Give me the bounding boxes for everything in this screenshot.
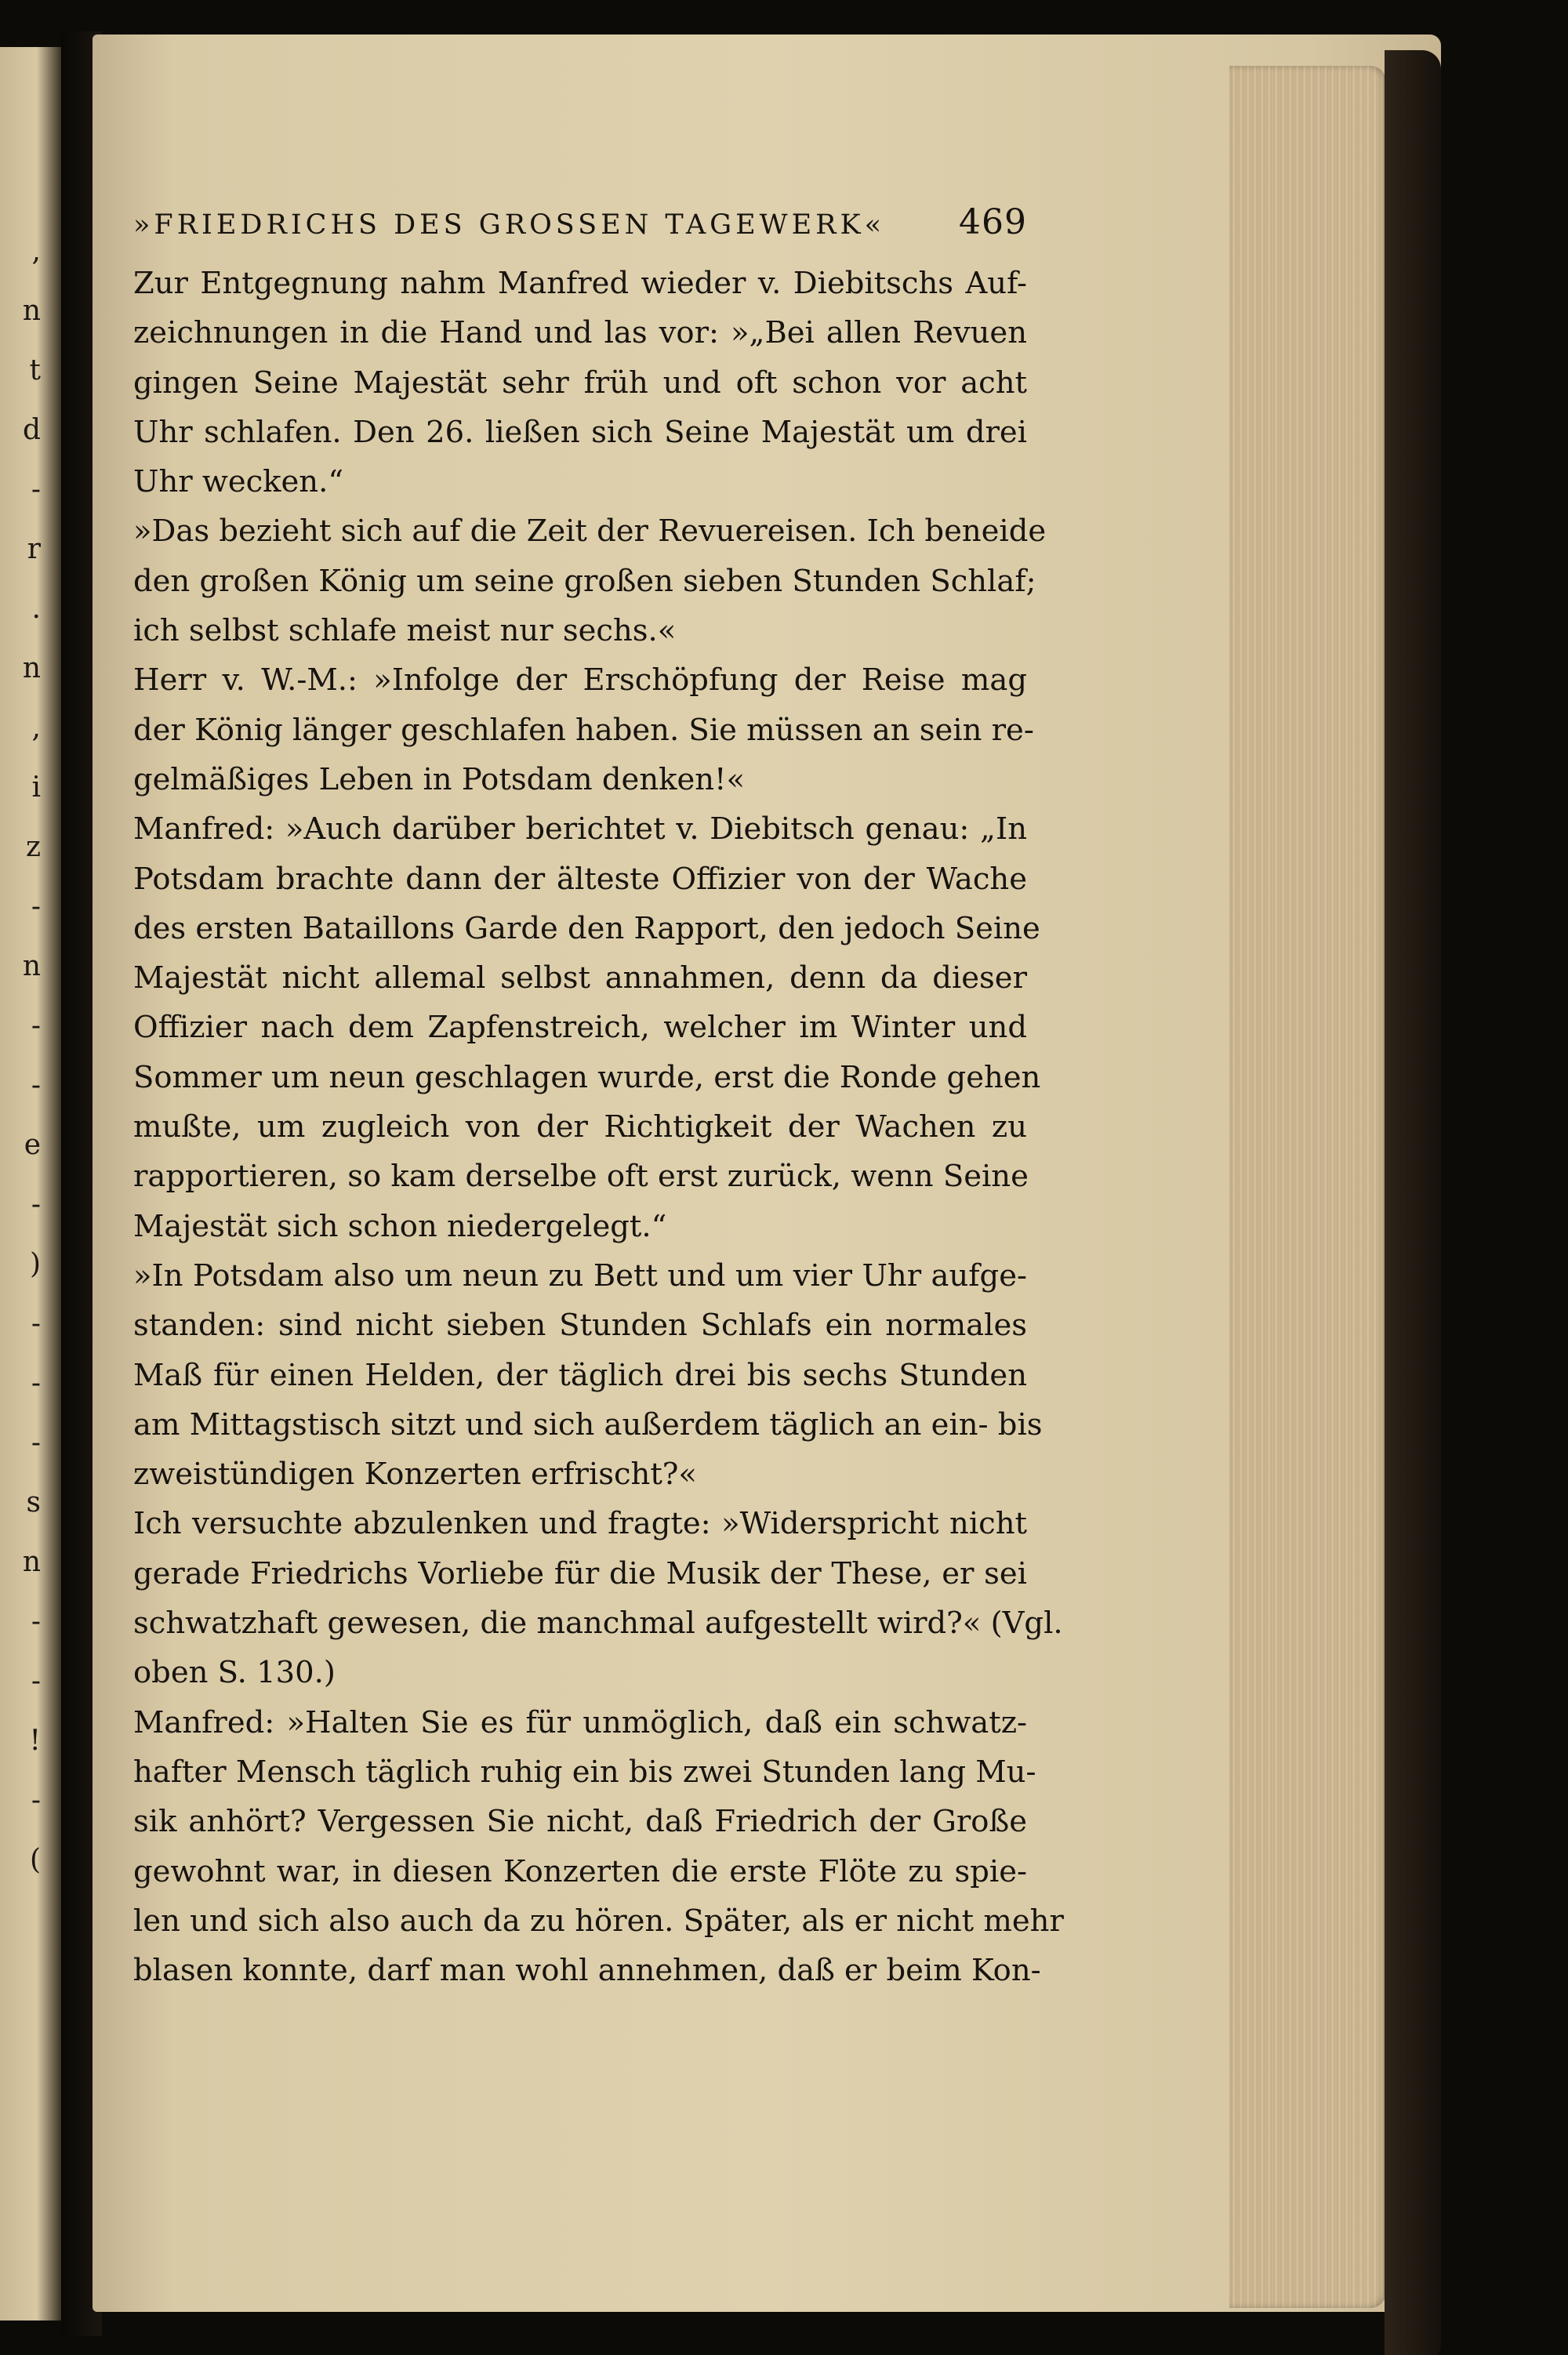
text-line: rapportieren, so kam derselbe oft erst zurück, wenn Seine — [133, 1159, 1029, 1195]
left-page-fragment: ) — [29, 1248, 41, 1280]
text-line: mußte, um zugleich von der Richtigkeit der Wachen zu — [133, 1109, 1027, 1145]
text-line: sik anhört? Vergessen Sie nicht, daß Friedrich der Große — [133, 1804, 1027, 1840]
text-line: Manfred: »Auch darüber berichtet v. Diebitsch genau: „In — [133, 811, 1027, 847]
text-line: gelmäßiges Leben in Potsdam denken!« — [133, 761, 746, 797]
left-page-fragment: - — [31, 891, 41, 923]
left-page-fragment: n — [22, 652, 41, 684]
text-line: Majestät sich schon niedergelegt.“ — [133, 1208, 667, 1244]
page-block-edge — [1229, 66, 1386, 2308]
text-line: der König länger geschlafen haben. Sie müssen an sein re- — [133, 712, 1034, 748]
left-page-text-fragments — [0, 235, 47, 1881]
text-line: Offizier nach dem Zapfenstreich, welcher im Winter und — [133, 1010, 1027, 1046]
left-page-fragment: r — [27, 533, 41, 565]
left-page-fragment: t — [29, 354, 41, 386]
text-line: den großen König um seine großen sieben Stunden Schlaf; — [133, 563, 1036, 599]
left-page-fragment: ! — [29, 1725, 41, 1757]
left-page-fragment: - — [31, 1606, 41, 1638]
left-page-fragment: n — [22, 950, 41, 982]
text-line: Maß für einen Helden, der täglich drei bis sechs Stunden — [133, 1357, 1027, 1393]
left-page-fragment: e — [24, 1129, 41, 1161]
text-line: gewohnt war, in diesen Konzerten die erste Flöte zu spie- — [133, 1853, 1027, 1889]
text-line: Uhr schlafen. Den 26. ließen sich Seine Majestät um drei — [133, 414, 1027, 450]
left-page-fragment: - — [31, 1308, 41, 1340]
text-line: zeichnungen in die Hand und las vor: »„Bei allen Revuen — [133, 315, 1027, 351]
text-line: zweistündigen Konzerten erfrischt?« — [133, 1457, 697, 1493]
left-page-fragment: - — [31, 1188, 41, 1221]
text-line: »Das bezieht sich auf die Zeit der Revuereisen. Ich beneide — [133, 513, 1047, 550]
text-line: ich selbst schlafe meist nur sechs.« — [133, 613, 677, 649]
left-page-fragment: - — [31, 1427, 41, 1459]
running-head-title: »FRIEDRICHS DES GROSSEN TAGEWERK« — [133, 209, 886, 241]
left-page-fragment: . — [31, 593, 41, 625]
running-head — [133, 202, 1027, 252]
left-page-fragment: s — [26, 1486, 41, 1519]
left-page-fragment: - — [31, 474, 41, 506]
page-text — [133, 202, 1064, 1995]
text-line: Ich versuchte abzulenken und fragte: »Widerspricht nicht — [133, 1506, 1027, 1542]
left-page-fragment: - — [31, 1010, 41, 1042]
text-line: hafter Mensch täglich ruhig ein bis zwei Stunden lang Mu- — [133, 1754, 1036, 1790]
page-number: 469 — [959, 202, 1027, 242]
left-page-fragment: n — [22, 295, 41, 327]
text-line: Herr v. W.-M.: »Infolge der Erschöpfung der Reise mag — [133, 662, 1027, 699]
left-page-fragment: d — [22, 414, 41, 446]
left-page-fragment: - — [31, 1784, 41, 1816]
book-cover-edge — [1385, 50, 1441, 2355]
text-line: Zur Entgegnung nahm Manfred wieder v. Diebitschs Auf- — [133, 266, 1027, 301]
text-line: Uhr wecken.“ — [133, 464, 344, 500]
text-line: Manfred: »Halten Sie es für unmöglich, daß ein schwatz- — [133, 1704, 1027, 1740]
left-page-fragment: , — [31, 712, 41, 744]
text-line: Majestät nicht allemal selbst annahmen, denn da dieser — [133, 960, 1027, 996]
left-page-fragment: - — [31, 1665, 41, 1697]
left-page-fragment: ( — [29, 1844, 41, 1876]
left-page-fragment: n — [22, 1546, 41, 1578]
left-page-fragment: - — [31, 1367, 41, 1399]
text-line: len und sich also auch da zu hören. Später, als er nicht mehr — [133, 1903, 1064, 1939]
text-line: standen: sind nicht sieben Stunden Schlafs ein normales — [133, 1308, 1027, 1344]
text-line: gerade Friedrichs Vorliebe für die Musik der These, er sei — [133, 1555, 1027, 1591]
text-line: oben S. 130.) — [133, 1655, 336, 1691]
text-line: am Mittagstisch sitzt und sich außerdem täglich an ein- bis — [133, 1406, 1043, 1442]
left-page-fragment: i — [31, 771, 41, 804]
text-line: Sommer um neun geschlagen wurde, erst die Ronde gehen — [133, 1059, 1041, 1095]
text-line: Potsdam brachte dann der älteste Offizier von der Wache — [133, 861, 1027, 897]
text-line: des ersten Bataillons Garde den Rapport, den jedoch Seine — [133, 910, 1040, 946]
text-line: »In Potsdam also um neun zu Bett und um vier Uhr aufge- — [133, 1257, 1027, 1294]
left-page-fragment: , — [31, 235, 41, 267]
text-line: gingen Seine Majestät sehr früh und oft schon vor acht — [133, 365, 1027, 401]
text-line: schwatzhaft gewesen, die manchmal aufgestellt wird?« (Vgl. — [133, 1606, 1063, 1642]
left-page-fragment: - — [31, 1069, 41, 1101]
left-page-fragment: z — [26, 831, 41, 863]
body-text — [133, 259, 1064, 1995]
text-line: blasen konnte, darf man wohl annehmen, daß er beim Kon- — [133, 1953, 1041, 1989]
